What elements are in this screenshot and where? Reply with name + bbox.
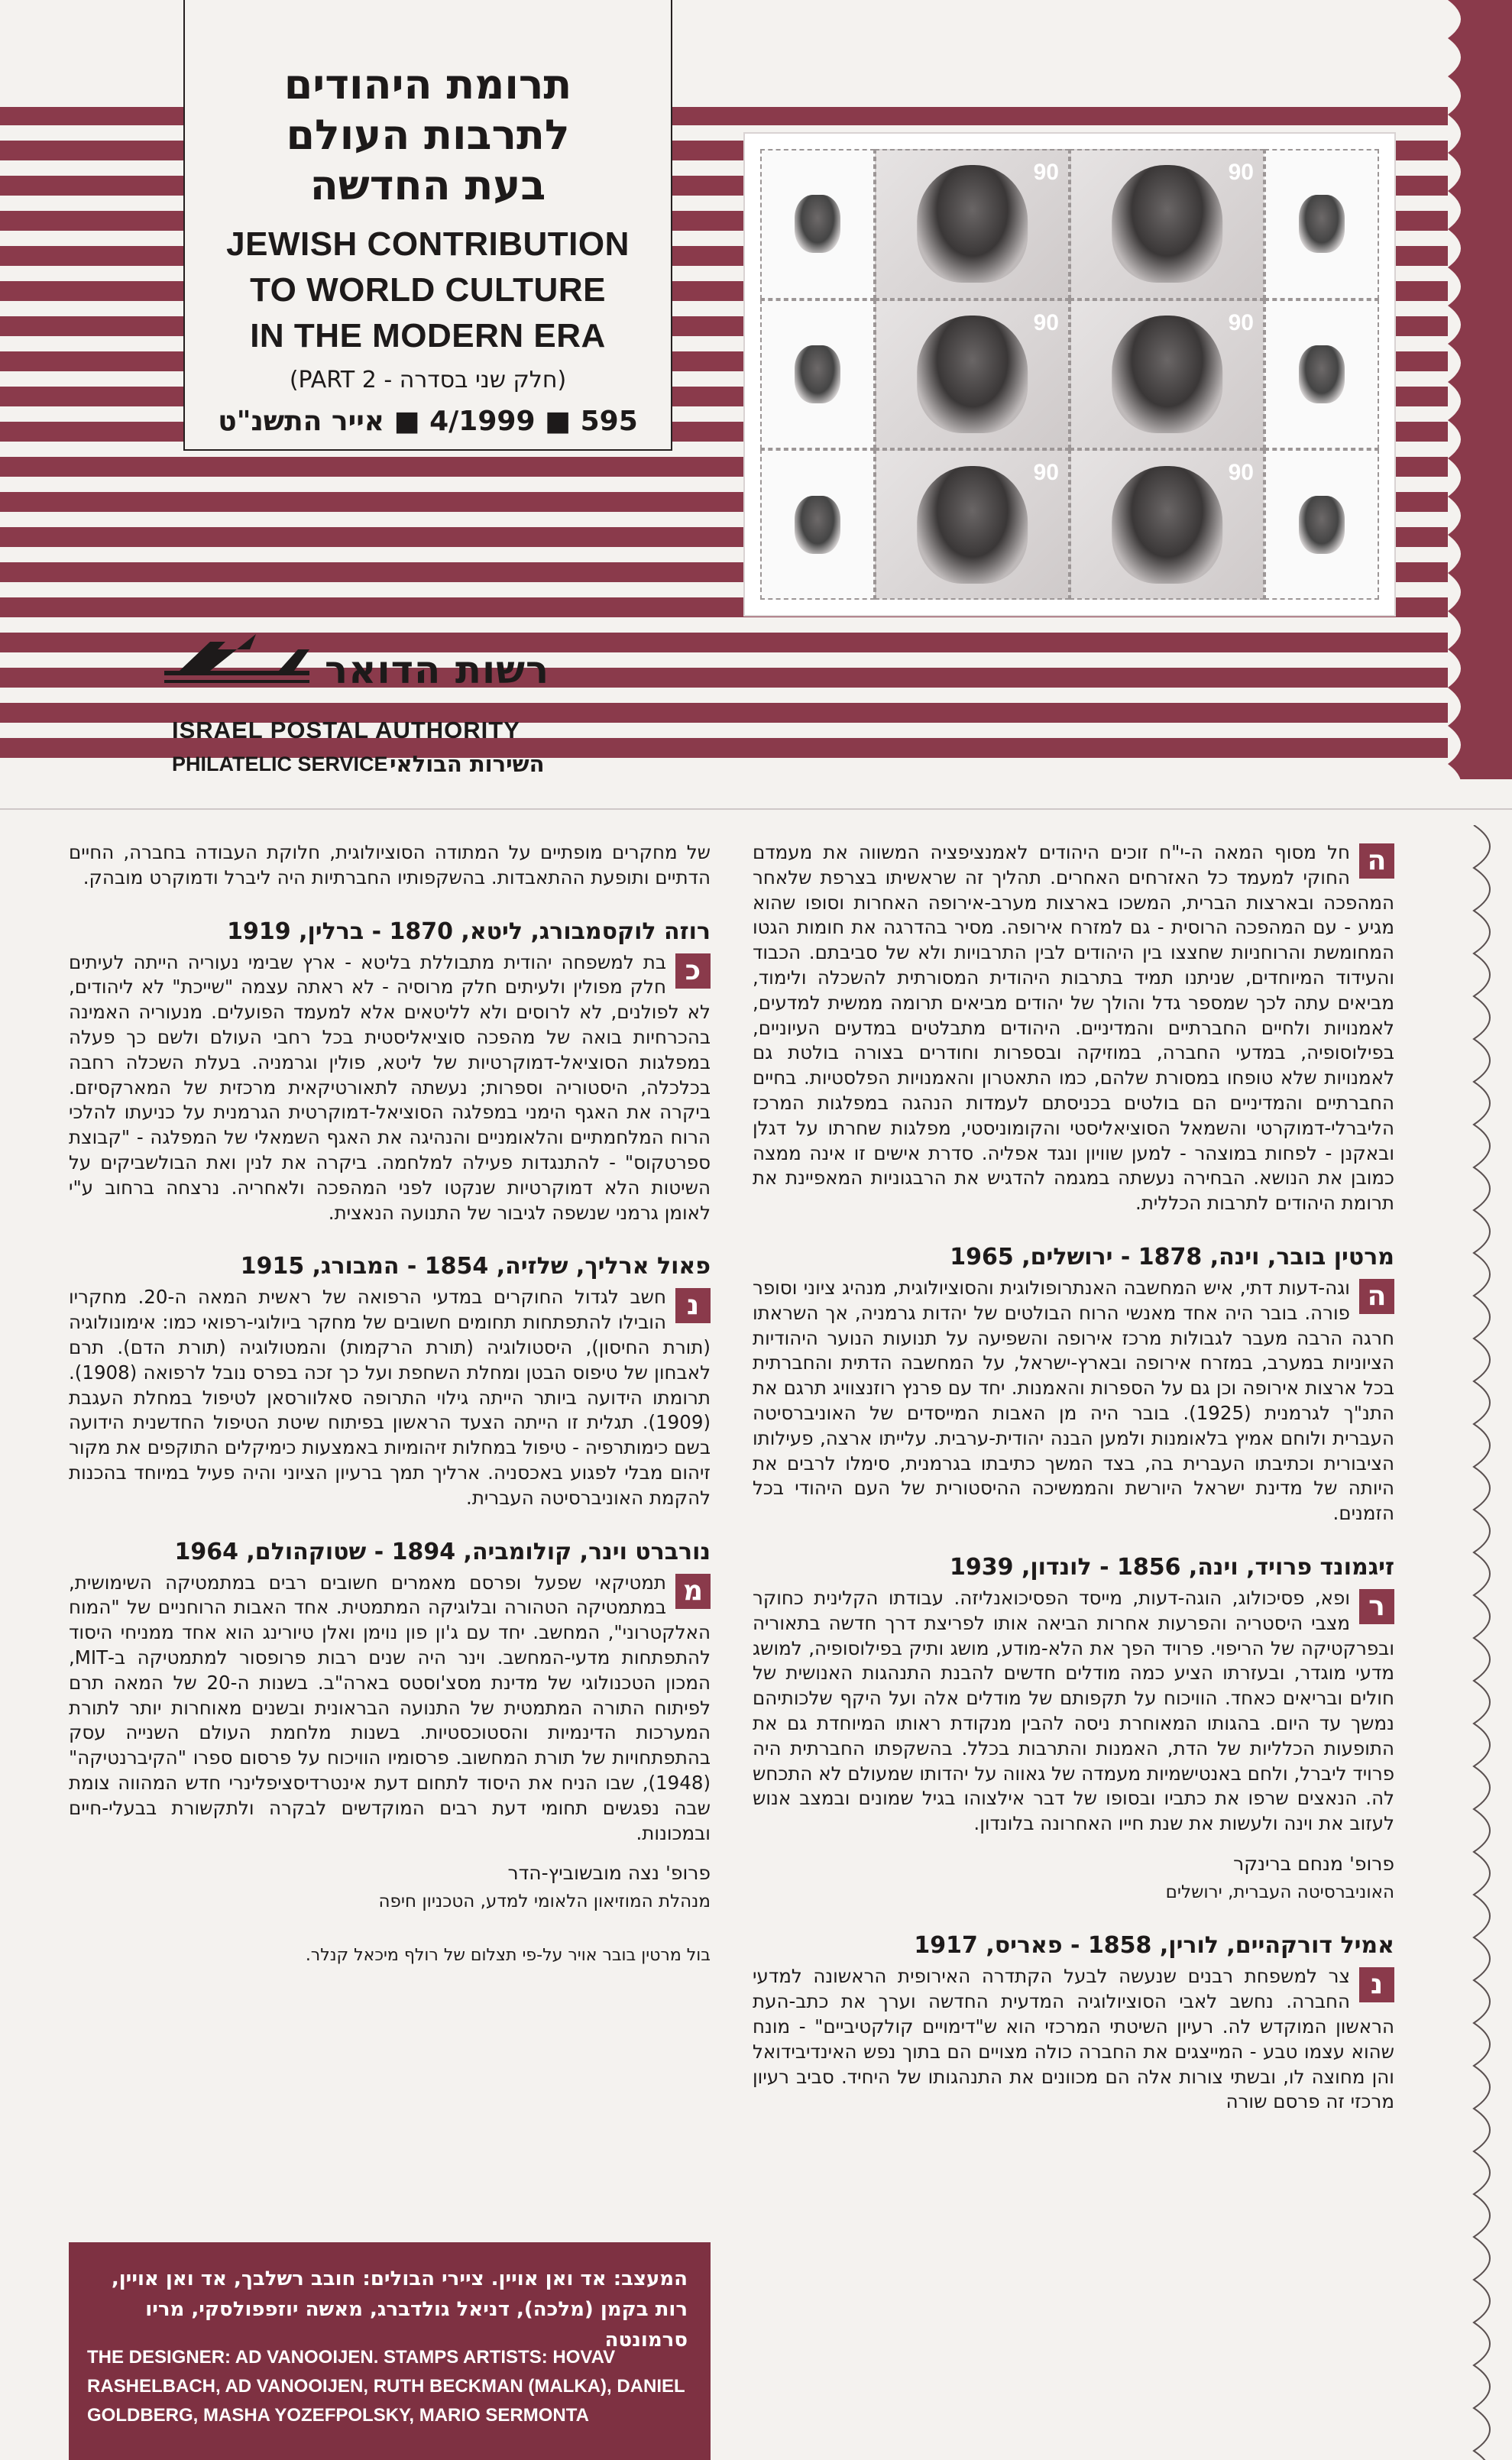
stamp: [875, 299, 1070, 450]
stamp-sheet: [745, 134, 1394, 615]
stamp: [1070, 149, 1264, 299]
perforation-edge-right: [1459, 825, 1512, 2460]
portrait-image: [1112, 165, 1223, 283]
logo-hebrew: רשות הדואר: [325, 648, 550, 692]
stamp: [875, 149, 1070, 299]
tab-portrait-image: [795, 345, 840, 403]
title-he-line: לתרבות העולם: [286, 111, 570, 159]
freud-paragraph: [753, 1586, 1394, 1837]
postal-authority-logo: [164, 611, 562, 787]
drop-cap: ה: [1359, 843, 1394, 879]
buber-paragraph: [753, 1276, 1394, 1526]
signature-name: פרופ' נצה מובשוביץ-הדר: [507, 1862, 711, 1885]
philatelic-service-en: PHILATELIC SERVICE: [172, 753, 388, 775]
freud-heading: זיגמונד פרויד, וינה, 1856 - לונדון, 1939: [950, 1553, 1394, 1581]
photo-credit: בול מרטין בובר אויר על-פי תצלום של רולף מיכאל קנלר.: [305, 1945, 711, 1965]
portrait-image: [1112, 466, 1223, 584]
logo-english: ISRAEL POSTAL AUTHORITY: [172, 717, 520, 743]
drop-cap: נ: [1359, 1967, 1394, 2002]
stamp-value: 90: [1033, 160, 1059, 185]
freud-text: ופא, פסיכולוג, הוגה-דעות, מייסד הפסיכואנליזה. עבודתו הקלינית כחוקר מצבי היסטריה והפרעות אחרות הביאה אותו לפריצת דרך חדשה בתאוריה ובפרקטיקה של הריפוי. פרויד הפך את הלא-מודע, מושג ותיק בפילוסופיה, למושג מדעי מוגדר, ובעזרתו הציע כמה מודלים חדשים להבנת התנהגות האנושית של חולים ובריאים כאחד. הוויכוח על תקפותם של מודלים אלה ועל היקף שלכותיהם נמשך עד היום. בהגותו המאוחרת ניסה להבין מנקודת ראותו המיוחדת גם את התופעות הכלליות של הדת, האמנות והתרבות בכלל. בהשקפתו החברתית היה פרויד ליברל, ולחם באנטישמיות מעמדה של גאווה על יהדותו שמעולם לא התכחש לה. הנאצים שרפו את כתביו ובסופו של דבר אילצוהו בגיל שמונים ובמצב אנוש לעזוב את וינה ולעשות את שנת חייו האחרונה בלונדון.: [753, 1586, 1394, 1835]
luxemburg-text: בת למשפחה יהודית מתבוללת בליטא - ארץ שבימי נעוריה הייתה לעיתים חלק מפולין ולעיתים חלק מרוסיה - לא ראתה עצמה "שייכת" לא ליהודים, לא לפולנים, לא לרוסים ולא לליטאים אלא למעמד הפועלים. מנעוריה האמינה בהכרחיות בואה של מהפכה סוציאליסטית בכל רחבי העולם ולשם כך פעלה במפלגות הסוציאל-דמוקרטיות של ליטא, פולין וגרמניה. בעלת השכלה רחבה בכלכלה, היסטוריה וספרות; נעשתה לתאורטיקאית מרכזית של המארקסיזם. ביקרה את האגף הימני במפלגה הסוציאל-דמוקרטית הגרמנית על כניעתו להלכי הרוח המלחמתיים והלאומניים והנהיגה את האגף השמאלי של המפלגה - "קבוצת ספרטקוס" - להתנגדות פעילה למלחמה. ביקרה את לנין ואת הבולשביקים על השיטות הלא דמוקרטיות שנקטו לפני המהפכה ולאחריה. נרצחה ברחוב ע"י לאומן גרמני שנשפה לגיבור של התנועה הנאצית.: [69, 950, 711, 1224]
stamp-tab: [760, 149, 875, 299]
philatelic-service-he: השירות הבולאי: [390, 751, 545, 777]
tab-portrait-image: [1299, 496, 1345, 554]
stamp-tab: [1264, 149, 1379, 299]
wiener-paragraph: [69, 1571, 711, 1847]
tab-portrait-image: [1299, 345, 1345, 403]
tab-portrait-image: [795, 195, 840, 253]
portrait-image: [917, 316, 1028, 433]
stamp-value: 90: [1033, 460, 1059, 486]
title-english: [185, 222, 671, 359]
stamp-tab: [1264, 299, 1379, 450]
wiener-heading: נורברט וינר, קולומביה, 1894 - שטוקהולם, 1964: [174, 1538, 711, 1565]
stamp-tab: [760, 449, 875, 600]
designer-credits-en: THE DESIGNER: AD VANOOIJEN. STAMPS ARTISTS: HOVAV RASHELBACH, AD VANOOIJEN, RUTH BECKMAN (MALKA), DANIEL GOLDBERG, MASHA YOZEFPOLSKY, MARIO SERMONTA: [87, 2347, 685, 2426]
intro-text: חל מסוף המאה ה-י"ח זוכים היהודים לאמנציפציה המשווה את מעמדם החוקי למעמד כל האזרחים האחרים. תהליך זה שראשיתו בצרפת שלאחר המהפכה ובארצות הברית, המשכו בארצות מערב-אירופה האחרות וסופו שהוא מגיע - עם המהפכה הרוסית - גם למזרח אירופה. מסיר בהדרגה את חומות הגטו המחומשת והרוחניות שחצצו בין היהודים לבין התרבויות ולא של סביבתם. הכבוד והעידוד המיוחדים, שניתנו תמיד בתרבות היהודית המסורתית להשכלה ולימוד, מביאים עתה לכך שמספר גדל והולך של יהודים מביאים תרומה ממשית למדעים, לאמנויות ולחיים החברתיים והמדיניים. היהודים מתבלטים במדעים העיוניים, בפילוסופיה, במדעי החברה, במוזיקה ובספרות וחודרים בצורה בולטת גם לאמנויות שלא טופחו במסורת שלהם, כמו התאטרון והאמנויות הפלסטיות. בחיים החברתיים והמדיניים הם בולטים בכניסתם לעמדות הנהגה במפלגות המרכז הליברלי-דמוקרטי והשמאל הסוציאליסטי והקומוניסטי, מפלגות שחרתו על דגלן ובאקנן - לפחות במוצהר - למען שוויון ונגד אפליה. סדרת אישים זו אינה ממצה כמובן את הנושא. הבחירה נעשתה במגמה להדגיש את הרבגוניות המאפיינת את תרומת היהודים לתרבות הכללית.: [753, 841, 1394, 1215]
drop-cap: ר: [1359, 1589, 1394, 1624]
left-text-column: [69, 840, 711, 1969]
drop-cap: מ: [675, 1574, 711, 1609]
buber-heading: מרטין בובר, וינה, 1878 - ירושלים, 1965: [950, 1243, 1394, 1270]
ehrlich-heading: פאול ארליך, שלזיה, 1854 - המבורג, 1915: [240, 1253, 711, 1280]
durkheim-heading: אמיל דורקהיים, לורין, 1858 - פאריס, 1917: [914, 1932, 1394, 1960]
title-en-line: IN THE MODERN ERA: [250, 317, 606, 354]
stamp-value: 90: [1228, 460, 1254, 486]
tab-portrait-image: [1299, 195, 1345, 253]
stamp-value: 90: [1033, 309, 1059, 335]
title-box: [183, 0, 672, 451]
right-text-column: [753, 840, 1394, 2115]
title-en-line: TO WORLD CULTURE: [250, 271, 606, 309]
portrait-image: [1112, 316, 1223, 433]
fold-line: [0, 808, 1512, 810]
signature-name: פרופ' מנחם ברינקר: [1233, 1852, 1394, 1875]
durkheim-text: צר למשפחת רבנים שנעשה לבעל הקתדרה האירופית הראשונה למדעי החברה. נחשב לאבי הסוציולוגיה המדעית החדשה וערך את כתב-העת הראשון המוקדש לה. רעיון השיטתי המרכזי הוא ש"דימויים קולקטיביים" - מונח שהוא עצמו טבע - המייצגים את החברה כולה מצויים הם בתוך נפש האינדיבידואל והן מחוצה לו, ובשתי צורות אלה הם מכוונים את התנהגותו של היחיד. סביב רעיון מרכזי זה פרסם שורה: [753, 1965, 1394, 2113]
ehrlich-text: חשב לגדול החוקרים במדעי הרפואה של ראשית המאה ה-20. מחקריו הובילו להתפתחות תחומים חשובים של מחקר ביולוגי-רפואי כמו: אימונולוגיה (תורת החיסון), היסטולוגיה (תורת הרקמות) והמטולוגיה (תורת הדם). תרם לאבחון של טיפוס הבטן ומחלת השחפת ועל כך זכה בפרס נובל לרפואה (1908). תרומתו הידועה ביותר הייתה גילוי התרופה סאלוורסאן לטיפול במחלת העגבת (1909). תגלית זו הייתה הצעד הראשון בפיתוח שיטת הטיפול החדשנית הידועה בשם כימותרפיה - טיפול במחלות זיהומיות באמצעות כימיקלים התוקפים את מקור זיהום מבלי לפגוע באכסניה. ארליך תמך ברעיון הציוני והיה פעיל במיוחד בהכנות להקמת האוניברסיטה העברית.: [69, 1286, 711, 1509]
stamp-tab: [1264, 449, 1379, 600]
signature-institution: מנהלת המוזיאון הלאומי למדע, הטכניון חיפה: [378, 1892, 711, 1912]
durkheim-paragraph: [753, 1964, 1394, 2115]
stamp-grid: [760, 149, 1379, 600]
stamp: [1070, 449, 1264, 600]
top-leaf: [0, 0, 1512, 810]
perforation-edge-top: [1448, 0, 1512, 779]
deer-logo-icon: [164, 634, 325, 695]
stamp-value: 90: [1228, 160, 1254, 185]
luxemburg-paragraph: [69, 950, 711, 1226]
ehrlich-paragraph: [69, 1285, 711, 1510]
designer-credits: [69, 2242, 711, 2460]
drop-cap: כ: [675, 953, 711, 989]
tab-portrait-image: [795, 496, 840, 554]
drop-cap: נ: [675, 1288, 711, 1323]
title-he-line: בעת החדשה: [309, 161, 546, 209]
portrait-image: [917, 165, 1028, 283]
designer-credits-he: המעצב: אד ואן אויין. ציירי הבולים: חובב רשלבך, אד ואן אויין, רות בקמן (מלכה), דניאל גולדברג, מאשה יוזפפולסקי, מריו סרמונטה: [111, 2267, 688, 2352]
stamp: [1070, 299, 1264, 450]
title-hebrew: [185, 60, 671, 211]
luxemburg-heading: רוזה לוקסמבורג, ליטא, 1870 - ברלין, 1919: [227, 918, 711, 945]
stamp-tab: [760, 299, 875, 450]
title-en-line: JEWISH CONTRIBUTION: [226, 225, 630, 263]
buber-text: וגה-דעות דתי, איש המחשבה האנתרופולוגית והסוציולוגית, מנהיג ציוני וסופר פורה. בובר היה אחד מאנשי הרוח הבולטים של יהדות גרמניה, אך השראתו חרגה הרבה מעבר לגבולות מרכז אירופה והשפיעה על תנועות הנוער היהודיות הציוניות במערב, במזרח אירופה ובארץ-ישראל, על המחשבה הדתית והחברתית בכל ארצות אירופה וכן גם על הספרות והאמנות. יחד עם פרנץ רוזנצוויג תרגם את התנ"ך לגרמנית (1925). בובר היה מן האבות המייסדים של האוניברסיטה העברית ולוחם אמיץ בלאומנות ולמען הבנה יהודית-ערבית. עלייתו ארצה, פעילותו הציבורית וכתיבתו העברית בה, בצד המשך כתיבתו בגרמנית, סימלו לרבים את היותה של מדינת ישראל היורשת והממשיכה ההיסטורית של העם היהודי בכל הזמנים.: [753, 1276, 1394, 1525]
wiener-text: תמטיקאי שפעל ופרסם מאמרים חשובים רבים במתמטיקה השימושית, במתמטיקה הטהורה ובלוגיקה המתמטית. אחד האבות הרוחניים של "המוח האלקטרוני", המחשב. יחד עם ג'ון פון נוימן ואלן טיורינג הוא אחד ממניחי היסוד להתפתחות מדעי-המחשב. וינר היה שנים רבות פרופסור למתמטיקה ב-MIT, המכון הטכנולוגי של מדינת מסצ'וסטס בארה"ב. בשנות ה-20 של המאה תרם לפיתוח התורה המתמטית של התנועה הבראונית ובשנים מאוחרות יותר לתורת המערכות הדינמיות והסטוכסטיות. בשנות מלחמת העולם השנייה עסק בהתפתחויות של תורת המחשוב. פרסומיו הוויכוח על פרסום ספרו "הקיברנטיקה" (1948), שבו הניח את היסוד לתחום דעת אינטרדיסציפלינרי חדש המהווה צומת שבה נפגשים תחומי דעת רבים המוקדשים לבקרה ולתקשורת בבעלי-חיים ובמכונות.: [69, 1571, 711, 1844]
signature-institution: האוניברסיטה העברית, ירושלים: [1165, 1882, 1394, 1902]
stamp-value: 90: [1228, 309, 1254, 335]
intro-paragraph: [753, 840, 1394, 1216]
part-label: (חלק שני בסדרה - PART 2): [289, 367, 567, 393]
title-he-line: תרומת היהודים: [283, 60, 572, 108]
issue-number: 595 ■ 4/1999 ■ אייר התשנ"ט: [218, 406, 638, 437]
drop-cap: ה: [1359, 1279, 1394, 1314]
intro-continued: של מחקרים מופתיים על המתודה הסוציולוגית, חלוקת העבודה בחברה, החיים הדתיים ותופעת ההתאבדות. בהשקפותיו החברתיות היה ליברל ודמוקרט מובהק.: [69, 841, 711, 889]
portrait-image: [917, 466, 1028, 584]
stamp: [875, 449, 1070, 600]
